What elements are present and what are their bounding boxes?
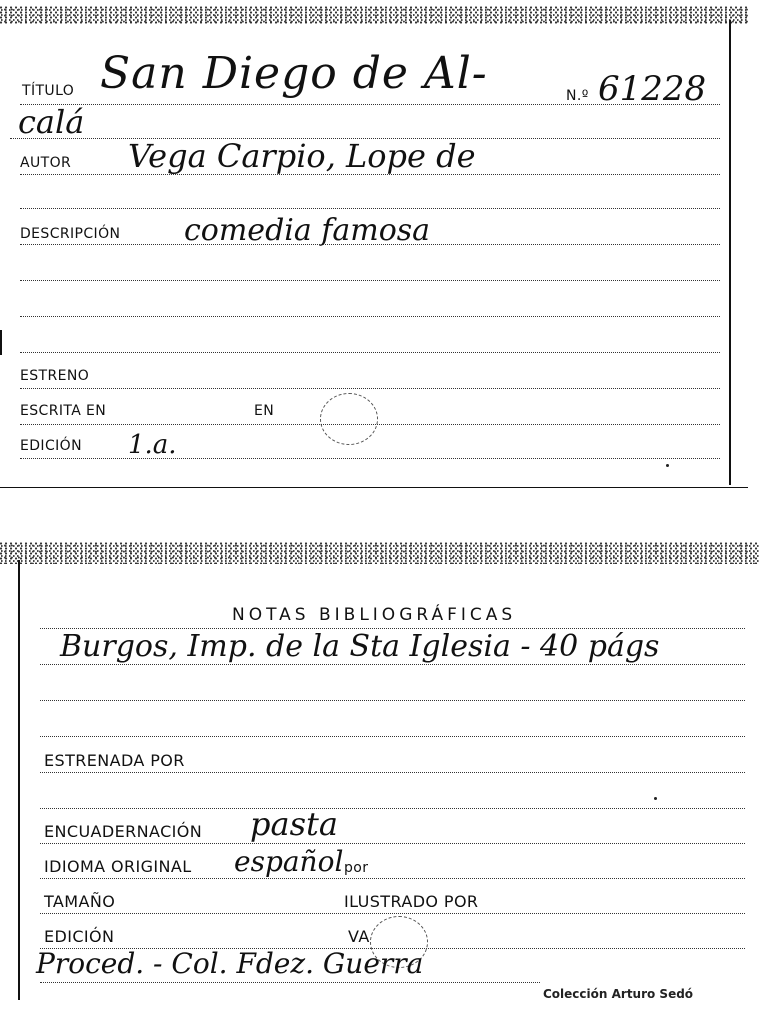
idioma-original-rule [40, 878, 745, 879]
card-border-left-back [18, 560, 20, 1000]
autor-rule [20, 174, 720, 175]
estreno-label: ESTRENO [20, 368, 90, 384]
descripcion-label: DESCRIPCIÓN [20, 226, 121, 242]
en-label: EN [254, 403, 275, 419]
edicion-label: EDICIÓN [20, 438, 82, 454]
blank-rule-back [40, 808, 745, 809]
notas-rule-3 [40, 700, 745, 701]
escrita-en-label: ESCRITA EN [20, 403, 107, 419]
autor-value: Vega Carpio, Lope de [128, 137, 476, 175]
titulo-label: TÍTULO [22, 83, 75, 99]
tamano-label: TAMAÑO [44, 892, 116, 911]
punch-hole [320, 393, 378, 445]
notas-value: Burgos, Imp. de la Sta Iglesia - 40 págs [60, 629, 660, 664]
blank-rule-3 [20, 352, 720, 353]
notas-heading: NOTAS BIBLIOGRÁFICAS [232, 605, 517, 625]
card-border-left [0, 330, 2, 355]
estrenada-por-label: ESTRENADA POR [44, 751, 185, 770]
titulo-value: San Diego de Al- [100, 48, 488, 99]
collection-credit: Colección Arturo Sedó [543, 987, 694, 1001]
scan-edge-top [0, 6, 748, 24]
encuadernacion-rule [40, 843, 745, 844]
edicion-back-label: EDICIÓN [44, 927, 115, 946]
procedencia-value: Proced. - Col. Fdez. Guerra [36, 947, 424, 980]
scan-edge-top-back [0, 542, 759, 564]
catalog-card-front [0, 0, 759, 495]
autor-rule-2 [20, 208, 720, 209]
titulo-continuation: calá [18, 103, 85, 141]
blank-rule-1 [20, 280, 720, 281]
descripcion-value: comedia famosa [184, 213, 431, 248]
estreno-rule [20, 388, 720, 389]
card-border-bottom [0, 487, 748, 488]
edicion-rule [20, 458, 720, 459]
blank-rule-2 [20, 316, 720, 317]
titulo-rule [20, 104, 720, 105]
numero-label: N.º [566, 88, 589, 104]
autor-label: AUTOR [20, 155, 72, 171]
ink-dot-back [654, 797, 657, 800]
tamano-rule [40, 913, 745, 914]
notas-rule-4 [40, 736, 745, 737]
idioma-original-value: español [234, 845, 344, 878]
procedencia-rule [40, 982, 540, 983]
notas-rule-2 [40, 664, 745, 665]
encuadernacion-value: pasta [250, 805, 338, 843]
va-label: VA [348, 927, 370, 946]
card-border-right [729, 20, 731, 485]
idioma-original-label: IDIOMA ORIGINAL [44, 857, 192, 876]
descripcion-rule [20, 244, 720, 245]
estrenada-por-rule [40, 772, 745, 773]
escrita-en-rule [20, 424, 720, 425]
catalog-card-back [0, 540, 759, 1028]
por-label: por [344, 860, 369, 876]
edicion-value: 1.a. [128, 430, 177, 460]
ilustrado-por-label: ILUSTRADO POR [344, 892, 479, 911]
encuadernacion-label: ENCUADERNACIÓN [44, 822, 203, 841]
numero-value: 61228 [598, 69, 707, 109]
ink-dot [666, 464, 669, 467]
